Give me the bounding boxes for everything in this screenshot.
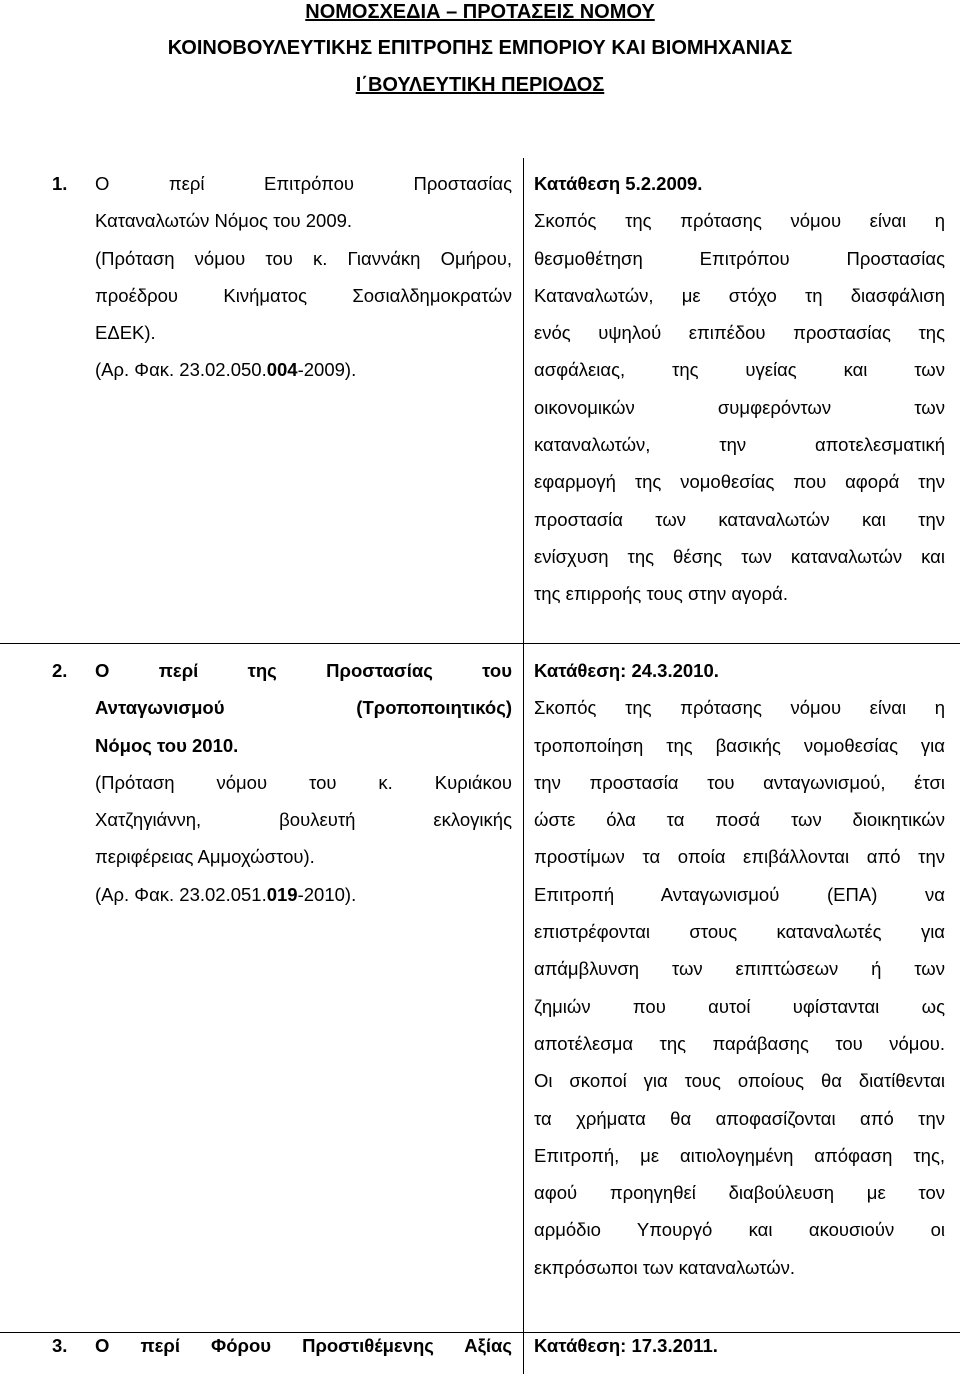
purpose-line: ασφάλειας, της υγείας και των <box>534 359 945 381</box>
entry-number: 1. <box>52 173 68 194</box>
purpose-line: απάμβλυνση των επιπτώσεων ή των <box>534 958 945 980</box>
purpose-line: ενίσχυση της θέσης των καταναλωτών και <box>534 545 945 567</box>
purpose-line: Επιτροπή, με αιτιολογημένη απόφαση της, <box>534 1144 945 1166</box>
purpose-line: Σκοπός της πρότασης νόμου είναι η <box>534 697 945 719</box>
purpose-cell <box>534 165 945 613</box>
purpose-line: αφού προηγηθεί διαβούλευση με τον <box>534 1182 945 1204</box>
file-number <box>95 876 512 913</box>
purpose-line: αποτέλεσμα της παράβασης του νόμου. <box>534 1032 945 1054</box>
purpose-line: τροποποίηση της βασικής νομοθεσίας για <box>534 734 945 756</box>
bill-title-cell <box>95 1327 512 1364</box>
purpose-line: Καταναλωτών, με στόχο τη διασφάλιση <box>534 284 945 306</box>
purpose-line: ώστε όλα τα ποσά των διοικητικών <box>534 809 945 831</box>
bill-title-cell <box>95 652 512 913</box>
purpose-line: θεσμοθέτηση Επιτρόπου Προστασίας <box>534 247 945 269</box>
entry-number: 3. <box>52 1335 68 1356</box>
proposal-line: περιφέρειας Αμμοχώστου). <box>95 846 315 868</box>
purpose-line: εφαρμογή της νομοθεσίας που αφορά την <box>534 471 945 493</box>
bill-title-cell <box>95 165 512 389</box>
submission-date: Κατάθεση 5.2.2009. <box>534 173 703 194</box>
proposal-line: (Πρόταση νόμου του κ. Γιαννάκη Ομήρου, <box>95 247 512 269</box>
purpose-line: προστασία των καταναλωτών και την <box>534 508 945 530</box>
purpose-cell <box>534 652 945 1286</box>
file-number-prefix: (Αρ. Φακ. 23.02.051. <box>95 883 267 905</box>
file-number-bold: 004 <box>266 359 298 381</box>
purpose-line: προστίμων τα οποία επιβάλλονται από την <box>534 846 945 868</box>
submission-date: Κατάθεση: 17.3.2011. <box>534 1335 718 1356</box>
file-number-suffix: -2010). <box>297 883 357 905</box>
file-number-prefix: (Αρ. Φακ. 23.02.050. <box>95 359 267 381</box>
purpose-line: Επιτροπή Ανταγωνισμού (ΕΠΑ) να <box>534 883 945 905</box>
purpose-line: καταναλωτών, την αποτελεσματική <box>534 434 945 456</box>
bill-title-line: Ο περί Φόρου Προστιθέμενης Αξίας <box>95 1335 512 1356</box>
bill-title-line: Ανταγωνισμού (Τροποποιητικός) <box>95 697 512 719</box>
proposal-line: προέδρου Κινήματος Σοσιαλδημοκρατών <box>95 284 512 306</box>
purpose-line: την προστασία του ανταγωνισμού, έτσι <box>534 771 945 793</box>
purpose-line: εκπρόσωποι των καταναλωτών. <box>534 1256 796 1278</box>
proposal-line: ΕΔΕΚ). <box>95 322 156 344</box>
table-divider <box>523 158 524 1374</box>
file-number-bold: 019 <box>266 883 298 905</box>
proposal-line: Χατζηγιάννη, βουλευτή εκλογικής <box>95 809 512 831</box>
submission-date: Κατάθεση: 24.3.2010. <box>534 660 719 681</box>
entry-number: 2. <box>52 660 68 681</box>
row-divider <box>0 643 960 644</box>
bill-title-line: Καταναλωτών Νόμος του 2009. <box>95 210 353 232</box>
bill-title-line: Ο περί της Προστασίας του <box>95 660 512 681</box>
document-title: ΝΟΜΟΣΧΕΔΙΑ – ΠΡΟΤΑΣΕΙΣ ΝΟΜΟΥ <box>305 1 655 23</box>
purpose-line: ενός υψηλού επιπέδου προστασίας της <box>534 322 945 344</box>
legislative-period: Ι΄ΒΟΥΛΕΥΤΙΚΗ ΠΕΡΙΟΔΟΣ <box>355 74 605 96</box>
purpose-line: Σκοπός της πρότασης νόμου είναι η <box>534 210 945 232</box>
committee-name: ΚΟΙΝΟΒΟΥΛΕΥΤΙΚΗΣ ΕΠΙΤΡΟΠΗΣ ΕΜΠΟΡΙΟΥ ΚΑΙ ΒΙΟΜΗΧΑΝΙΑΣ <box>167 37 793 59</box>
purpose-line: ζημιών που αυτοί υφίστανται ως <box>534 995 945 1017</box>
bill-title-line: Νόμος του 2010. <box>95 734 239 756</box>
proposal-line: (Πρόταση νόμου του κ. Κυριάκου <box>95 771 512 793</box>
file-number-suffix: -2009). <box>297 359 357 381</box>
purpose-line: οικονομικών συμφερόντων των <box>534 396 945 418</box>
purpose-line: τα χρήματα θα αποφασίζονται από την <box>534 1107 945 1129</box>
file-number <box>95 351 512 388</box>
purpose-line: επιστρέφονται στους καταναλωτές για <box>534 921 945 943</box>
purpose-line: της επιρροής τους στην αγορά. <box>534 583 788 605</box>
purpose-line: αρμόδιο Υπουργό και ακουσιούν οι <box>534 1219 945 1241</box>
purpose-cell <box>534 1327 945 1364</box>
bill-title-line: Ο περί Επιτρόπου Προστασίας <box>95 173 512 194</box>
purpose-line: Οι σκοποί για τους οποίους θα διατίθενται <box>534 1070 945 1092</box>
